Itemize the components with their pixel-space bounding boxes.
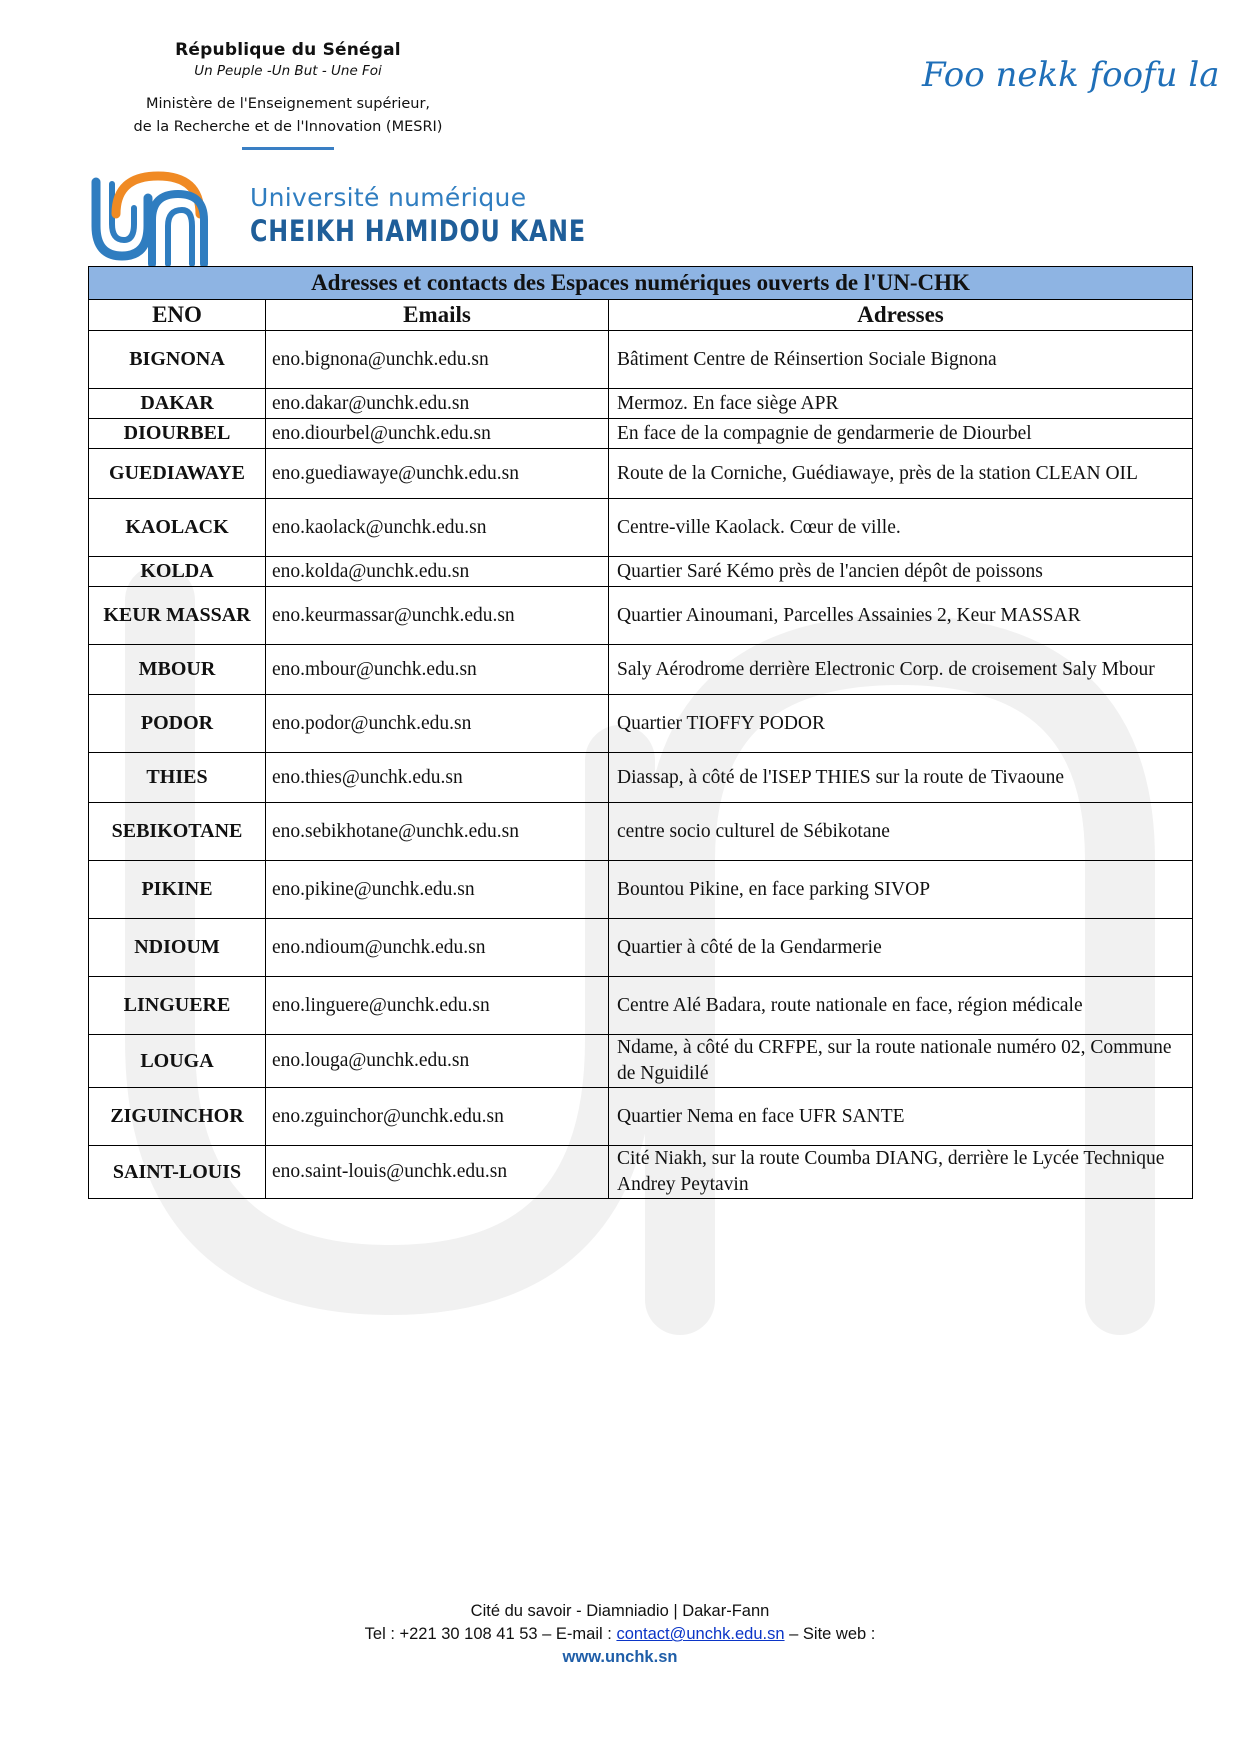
government-header <box>88 40 488 150</box>
eno-address-cell: Bountou Pikine, en face parking SIVOP <box>609 861 1193 919</box>
eno-contacts-table <box>88 266 1193 1199</box>
eno-email-cell[interactable]: eno.bignona@unchk.edu.sn <box>266 331 609 389</box>
table-row <box>89 977 1193 1035</box>
eno-address-cell: Diassap, à côté de l'ISEP THIES sur la route de Tivaoune <box>609 753 1193 803</box>
table-row <box>89 587 1193 645</box>
eno-email-cell[interactable]: eno.zguinchor@unchk.edu.sn <box>266 1088 609 1146</box>
eno-email-cell[interactable]: eno.louga@unchk.edu.sn <box>266 1035 609 1088</box>
table-row <box>89 419 1193 449</box>
eno-name-cell: KAOLACK <box>89 499 266 557</box>
footer-phone: Tel : +221 30 108 41 53 – E-mail : <box>364 1625 617 1643</box>
eno-email-cell[interactable]: eno.linguere@unchk.edu.sn <box>266 977 609 1035</box>
table-row <box>89 1088 1193 1146</box>
eno-name-cell: PODOR <box>89 695 266 753</box>
eno-email-cell[interactable]: eno.kolda@unchk.edu.sn <box>266 557 609 587</box>
university-name: Université numérique <box>250 183 527 212</box>
eno-address-cell: Centre-ville Kaolack. Cœur de ville. <box>609 499 1193 557</box>
eno-address-cell: Quartier Ainoumani, Parcelles Assainies 2, Keur MASSAR <box>609 587 1193 645</box>
eno-name-cell: ZIGUINCHOR <box>89 1088 266 1146</box>
eno-name-cell: DIOURBEL <box>89 419 266 449</box>
eno-email-cell[interactable]: eno.sebikhotane@unchk.edu.sn <box>266 803 609 861</box>
eno-email-cell[interactable]: eno.dakar@unchk.edu.sn <box>266 389 609 419</box>
eno-name-cell: LOUGA <box>89 1035 266 1088</box>
footer-email-link[interactable]: contact@unchk.edu.sn <box>616 1625 785 1643</box>
table-row <box>89 1035 1193 1088</box>
national-motto: Un Peuple -Un But - Une Foi <box>194 63 382 79</box>
footer-location: Cité du savoir - Diamniadio | Dakar-Fann <box>470 1602 770 1620</box>
eno-name-cell: SEBIKOTANE <box>89 803 266 861</box>
table-row <box>89 861 1193 919</box>
table-row <box>89 753 1193 803</box>
slogan-text: Foo nekk foofu la <box>922 55 1220 95</box>
eno-email-cell[interactable]: eno.thies@unchk.edu.sn <box>266 753 609 803</box>
eno-email-cell[interactable]: eno.diourbel@unchk.edu.sn <box>266 419 609 449</box>
republic-title: République du Sénégal <box>175 40 401 60</box>
ministry-name <box>88 93 488 139</box>
eno-email-cell[interactable]: eno.keurmassar@unchk.edu.sn <box>266 587 609 645</box>
eno-name-cell: MBOUR <box>89 645 266 695</box>
column-header-addresses: Adresses <box>609 300 1193 331</box>
eno-name-cell: KOLDA <box>89 557 266 587</box>
eno-address-cell: Bâtiment Centre de Réinsertion Sociale Bignona <box>609 331 1193 389</box>
eno-name-cell: SAINT-LOUIS <box>89 1146 266 1199</box>
eno-address-cell: Centre Alé Badara, route nationale en face, région médicale <box>609 977 1193 1035</box>
eno-email-cell[interactable]: eno.podor@unchk.edu.sn <box>266 695 609 753</box>
table-row <box>89 499 1193 557</box>
eno-name-cell: PIKINE <box>89 861 266 919</box>
table-caption-row <box>89 267 1193 300</box>
eno-address-cell: Ndame, à côté du CRFPE, sur la route nationale numéro 02, Commune de Nguidilé <box>609 1035 1193 1088</box>
table-row <box>89 557 1193 587</box>
eno-email-cell[interactable]: eno.mbour@unchk.edu.sn <box>266 645 609 695</box>
eno-address-cell: Quartier Saré Kémo près de l'ancien dépôt de poissons <box>609 557 1193 587</box>
eno-address-cell: Route de la Corniche, Guédiawaye, près de la station CLEAN OIL <box>609 449 1193 499</box>
eno-name-cell: NDIOUM <box>89 919 266 977</box>
eno-email-cell[interactable]: eno.ndioum@unchk.edu.sn <box>266 919 609 977</box>
slogan-handwriting <box>918 48 1220 118</box>
header-divider <box>242 147 334 150</box>
table-row <box>89 449 1193 499</box>
eno-email-cell[interactable]: eno.kaolack@unchk.edu.sn <box>266 499 609 557</box>
footer-site-label: – Site web : <box>784 1625 876 1643</box>
table-row <box>89 803 1193 861</box>
footer-contact-line <box>0 1623 1240 1646</box>
eno-name-cell: BIGNONA <box>89 331 266 389</box>
column-header-eno: ENO <box>89 300 266 331</box>
column-header-emails: Emails <box>266 300 609 331</box>
table-body <box>89 331 1193 1199</box>
ministry-line-1: Ministère de l'Enseignement supérieur, <box>145 96 431 112</box>
eno-name-cell: DAKAR <box>89 389 266 419</box>
eno-address-cell: Quartier à côté de la Gendarmerie <box>609 919 1193 977</box>
eno-name-cell: LINGUERE <box>89 977 266 1035</box>
unchk-logo-icon <box>86 168 236 272</box>
eno-address-cell: Cité Niakh, sur la route Coumba DIANG, derrière le Lycée Technique Andrey Peytavin <box>609 1146 1193 1199</box>
table-row <box>89 331 1193 389</box>
eno-email-cell[interactable]: eno.guediawaye@unchk.edu.sn <box>266 449 609 499</box>
table-row <box>89 919 1193 977</box>
page-footer <box>0 1600 1240 1669</box>
eno-name-cell: THIES <box>89 753 266 803</box>
eno-name-cell: KEUR MASSAR <box>89 587 266 645</box>
eno-address-cell: Mermoz. En face siège APR <box>609 389 1193 419</box>
footer-website-link[interactable]: www.unchk.sn <box>562 1648 678 1666</box>
ministry-line-2: de la Recherche et de l'Innovation (MESRI) <box>133 119 443 135</box>
table-header-row <box>89 300 1193 331</box>
eno-address-cell: Quartier Nema en face UFR SANTE <box>609 1088 1193 1146</box>
table-row <box>89 695 1193 753</box>
table-row <box>89 389 1193 419</box>
eno-address-cell: Saly Aérodrome derrière Electronic Corp. de croisement Saly Mbour <box>609 645 1193 695</box>
eno-email-cell[interactable]: eno.pikine@unchk.edu.sn <box>266 861 609 919</box>
table-row <box>89 645 1193 695</box>
eno-name-cell: GUEDIAWAYE <box>89 449 266 499</box>
table-row <box>89 1146 1193 1199</box>
table-caption: Adresses et contacts des Espaces numériques ouverts de l'UN-CHK <box>89 267 1193 300</box>
eno-address-cell: En face de la compagnie de gendarmerie de Diourbel <box>609 419 1193 449</box>
eno-address-cell: Quartier TIOFFY PODOR <box>609 695 1193 753</box>
university-name-bold: CHEIKH HAMIDOU KANE <box>250 214 586 248</box>
eno-address-cell: centre socio culturel de Sébikotane <box>609 803 1193 861</box>
eno-email-cell[interactable]: eno.saint-louis@unchk.edu.sn <box>266 1146 609 1199</box>
